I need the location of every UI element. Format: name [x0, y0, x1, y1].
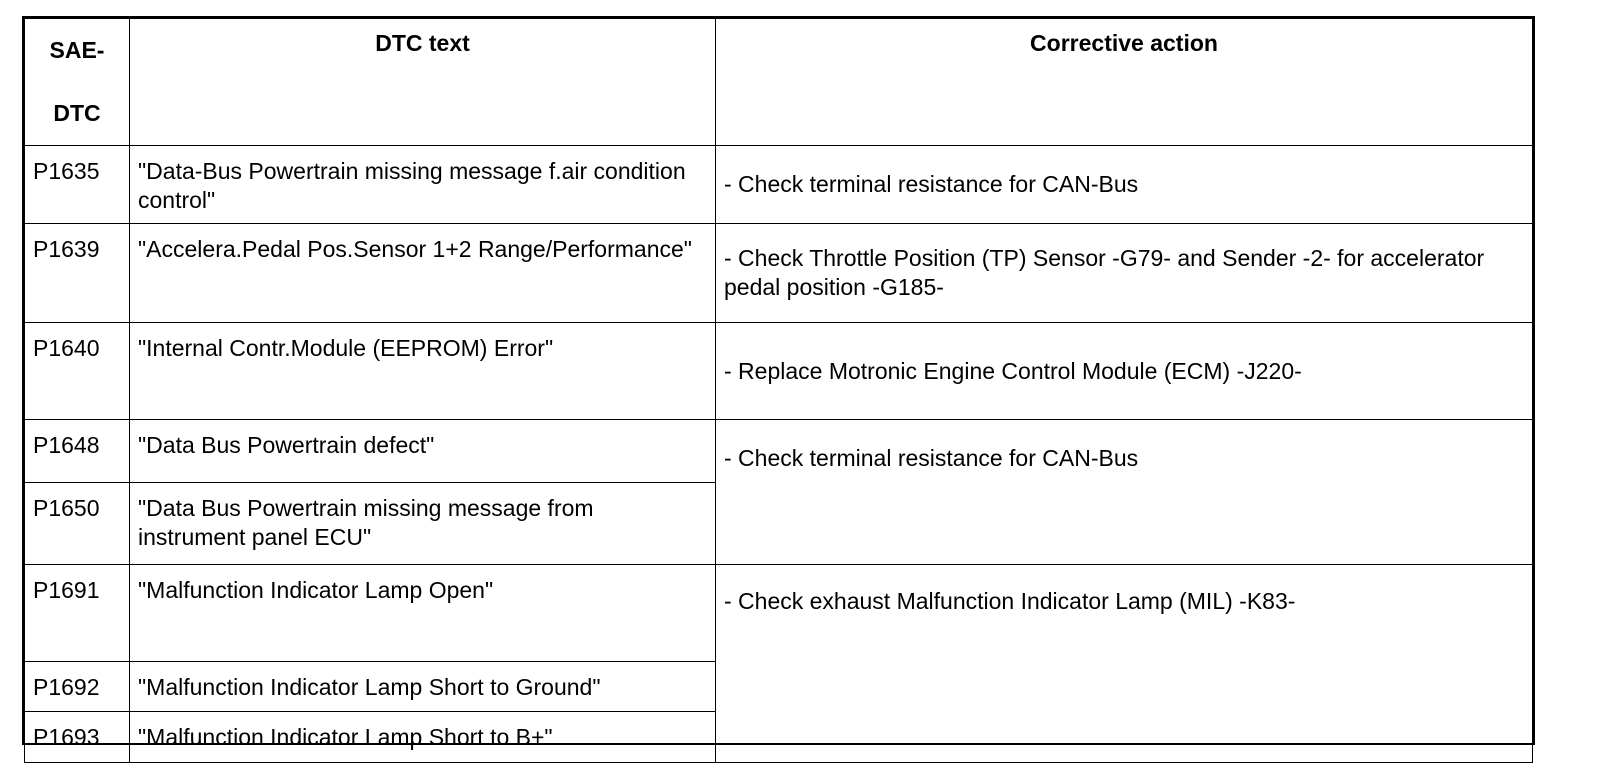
corrective-action: - Check exhaust Malfunction Indicator Lamp (MIL) -K83- [716, 565, 1533, 763]
table-row [25, 146, 1533, 224]
dtc-table [22, 16, 1535, 750]
dtc-code: P1639 [25, 224, 130, 323]
dtc-code: P1693 [25, 712, 130, 763]
dtc-code: P1648 [25, 420, 130, 483]
header-corrective-action: Corrective action [716, 19, 1533, 146]
dtc-text: "Malfunction Indicator Lamp Open" [130, 565, 716, 662]
dtc-text: "Data Bus Powertrain missing message from instrument panel ECU" [130, 483, 716, 565]
header-sae-dtc [25, 19, 130, 146]
corrective-action: - Check terminal resistance for CAN-Bus [716, 146, 1533, 224]
table-row [25, 420, 1533, 483]
header-sae-dtc-line2: DTC [53, 100, 101, 126]
dtc-code: P1692 [25, 662, 130, 712]
table-row [25, 565, 1533, 662]
dtc-code: P1650 [25, 483, 130, 565]
dtc-text: "Data-Bus Powertrain missing message f.air condition control" [130, 146, 716, 224]
dtc-text: "Malfunction Indicator Lamp Short to B+" [130, 712, 716, 763]
header-row [25, 19, 1533, 146]
table-row [25, 323, 1533, 420]
dtc-text: "Internal Contr.Module (EEPROM) Error" [130, 323, 716, 420]
table-row [25, 224, 1533, 323]
dtc-text: "Malfunction Indicator Lamp Short to Ground" [130, 662, 716, 712]
dtc-code: P1691 [25, 565, 130, 662]
corrective-action: - Replace Motronic Engine Control Module (ECM) -J220- [716, 323, 1533, 420]
dtc-text: "Accelera.Pedal Pos.Sensor 1+2 Range/Performance" [130, 224, 716, 323]
dtc-text: "Data Bus Powertrain defect" [130, 420, 716, 483]
corrective-action: - Check terminal resistance for CAN-Bus [716, 420, 1533, 565]
dtc-code: P1640 [25, 323, 130, 420]
corrective-action: - Check Throttle Position (TP) Sensor -G79- and Sender -2- for accelerator pedal position -G185- [716, 224, 1533, 323]
dtc-code: P1635 [25, 146, 130, 224]
header-dtc-text: DTC text [130, 19, 716, 146]
header-sae-dtc-line1: SAE- [49, 37, 105, 63]
